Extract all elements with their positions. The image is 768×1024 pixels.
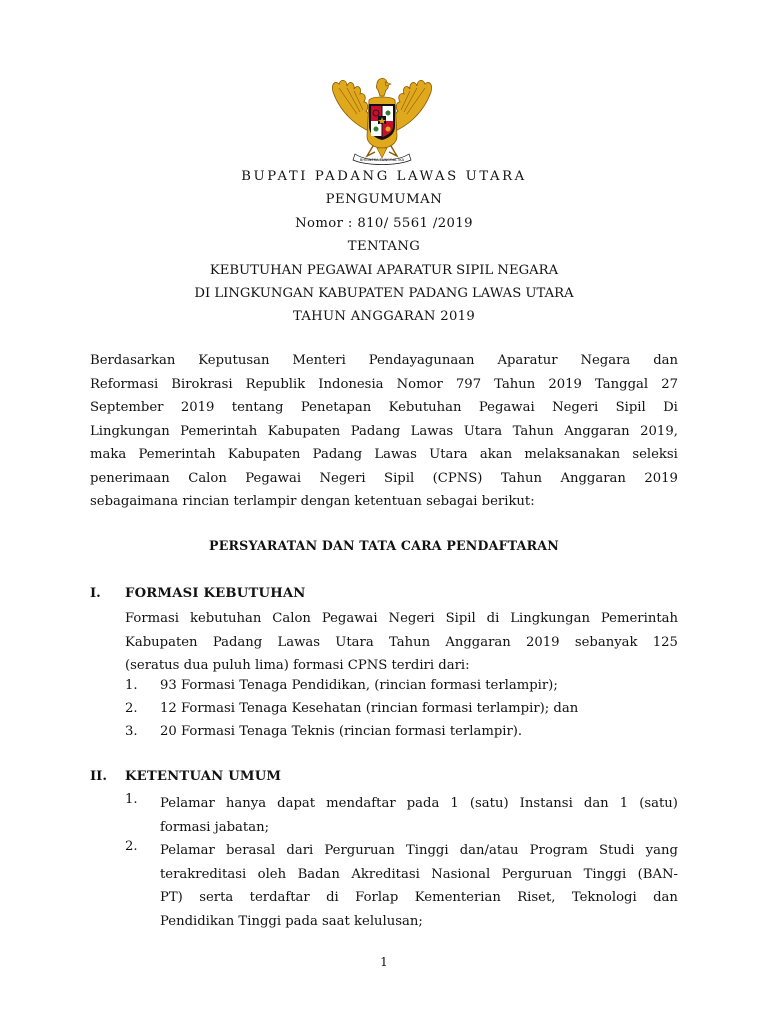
header-subject-1: KEBUTUHAN PEGAWAI APARATUR SIPIL NEGARA [209,262,559,278]
list-item [160,839,678,933]
document-header [0,165,768,329]
header-about: TENTANG [347,239,421,255]
header-number: Nomor : 810/ 5561 /2019 [295,215,473,231]
section-1-body [125,607,678,678]
body-line: Formasi kebutuhan Calon Pegawai Negeri Sipil di Lingkungan Pemerintah [125,611,678,626]
section-2-title: KETENTUAN UMUM [125,769,282,784]
item-line: Pendidikan Tinggi pada saat kelulusan; [160,913,423,929]
intro-line: Lingkungan Pemerintah Kabupaten Padang Lawas Utara Tahun Anggaran 2019, [90,423,678,439]
header-regent: BUPATI PADANG LAWAS UTARA [241,169,527,184]
intro-line: maka Pemerintah Kabupaten Padang Lawas Utara akan melaksanakan seleksi [90,447,678,462]
list-item [160,792,678,839]
intro-line: Reformasi Birokrasi Republik Indonesia Nomor 797 Tahun 2019 Tanggal 27 [90,376,678,392]
item-line: Pelamar hanya dapat mendaftar pada 1 (satu) Instansi dan 1 (satu) [160,796,678,811]
item-line: terakreditasi oleh Badan Akreditasi Nasional Perguruan Tinggi (BAN- [160,866,678,882]
body-line: (seratus dua puluh lima) formasi CPNS terdiri dari: [125,658,470,673]
list-item: 20 Formasi Tenaga Teknis (rincian formasi terlampir). [160,724,523,739]
intro-line: Berdasarkan Keputusan Menteri Pendayagunaan Aparatur Negara dan [90,353,678,368]
list-item-number: 3. [125,724,138,739]
list-item: 93 Formasi Tenaga Pendidikan, (rincian formasi terlampir); [160,678,558,693]
intro-line: penerimaan Calon Pegawai Negeri Sipil (CPNS) Tahun Anggaran 2019 [90,470,678,486]
garuda-pancasila-emblem-icon [327,74,437,166]
list-item-number: 1. [125,792,138,807]
intro-paragraph [90,349,678,514]
item-line: Pelamar berasal dari Perguruan Tinggi dan/atau Program Studi yang [160,843,678,858]
list-item-number: 2. [125,701,138,716]
svg-text:BHINNEKA TUNGGAL IKA: BHINNEKA TUNGGAL IKA [359,158,405,162]
header-announcement: PENGUMUMAN [325,192,443,208]
item-line: formasi jabatan; [160,819,270,835]
list-item-number: 1. [125,678,138,693]
list-item-number: 2. [125,839,138,854]
header-subject-3: TAHUN ANGGARAN 2019 [292,309,476,325]
section-1-title: FORMASI KEBUTUHAN [125,586,306,601]
section-heading: PERSYARATAN DAN TATA CARA PENDAFTARAN [209,538,559,553]
intro-line: sebagaimana rincian terlampir dengan ketentuan sebagai berikut: [90,494,535,509]
section-1-number: I. [90,586,101,601]
item-line: PT) serta terdaftar di Forlap Kementerian Riset, Teknologi dan [160,890,678,905]
header-subject-2: DI LINGKUNGAN KABUPATEN PADANG LAWAS UTARA [194,285,574,301]
list-item: 12 Formasi Tenaga Kesehatan (rincian formasi terlampir); dan [160,701,579,716]
body-line: Kabupaten Padang Lawas Utara Tahun Anggaran 2019 sebanyak 125 [125,634,678,650]
page-number: 1 [380,955,388,969]
section-2-number: II. [90,769,107,784]
intro-line: September 2019 tentang Penetapan Kebutuhan Pegawai Negeri Sipil Di [90,400,678,415]
